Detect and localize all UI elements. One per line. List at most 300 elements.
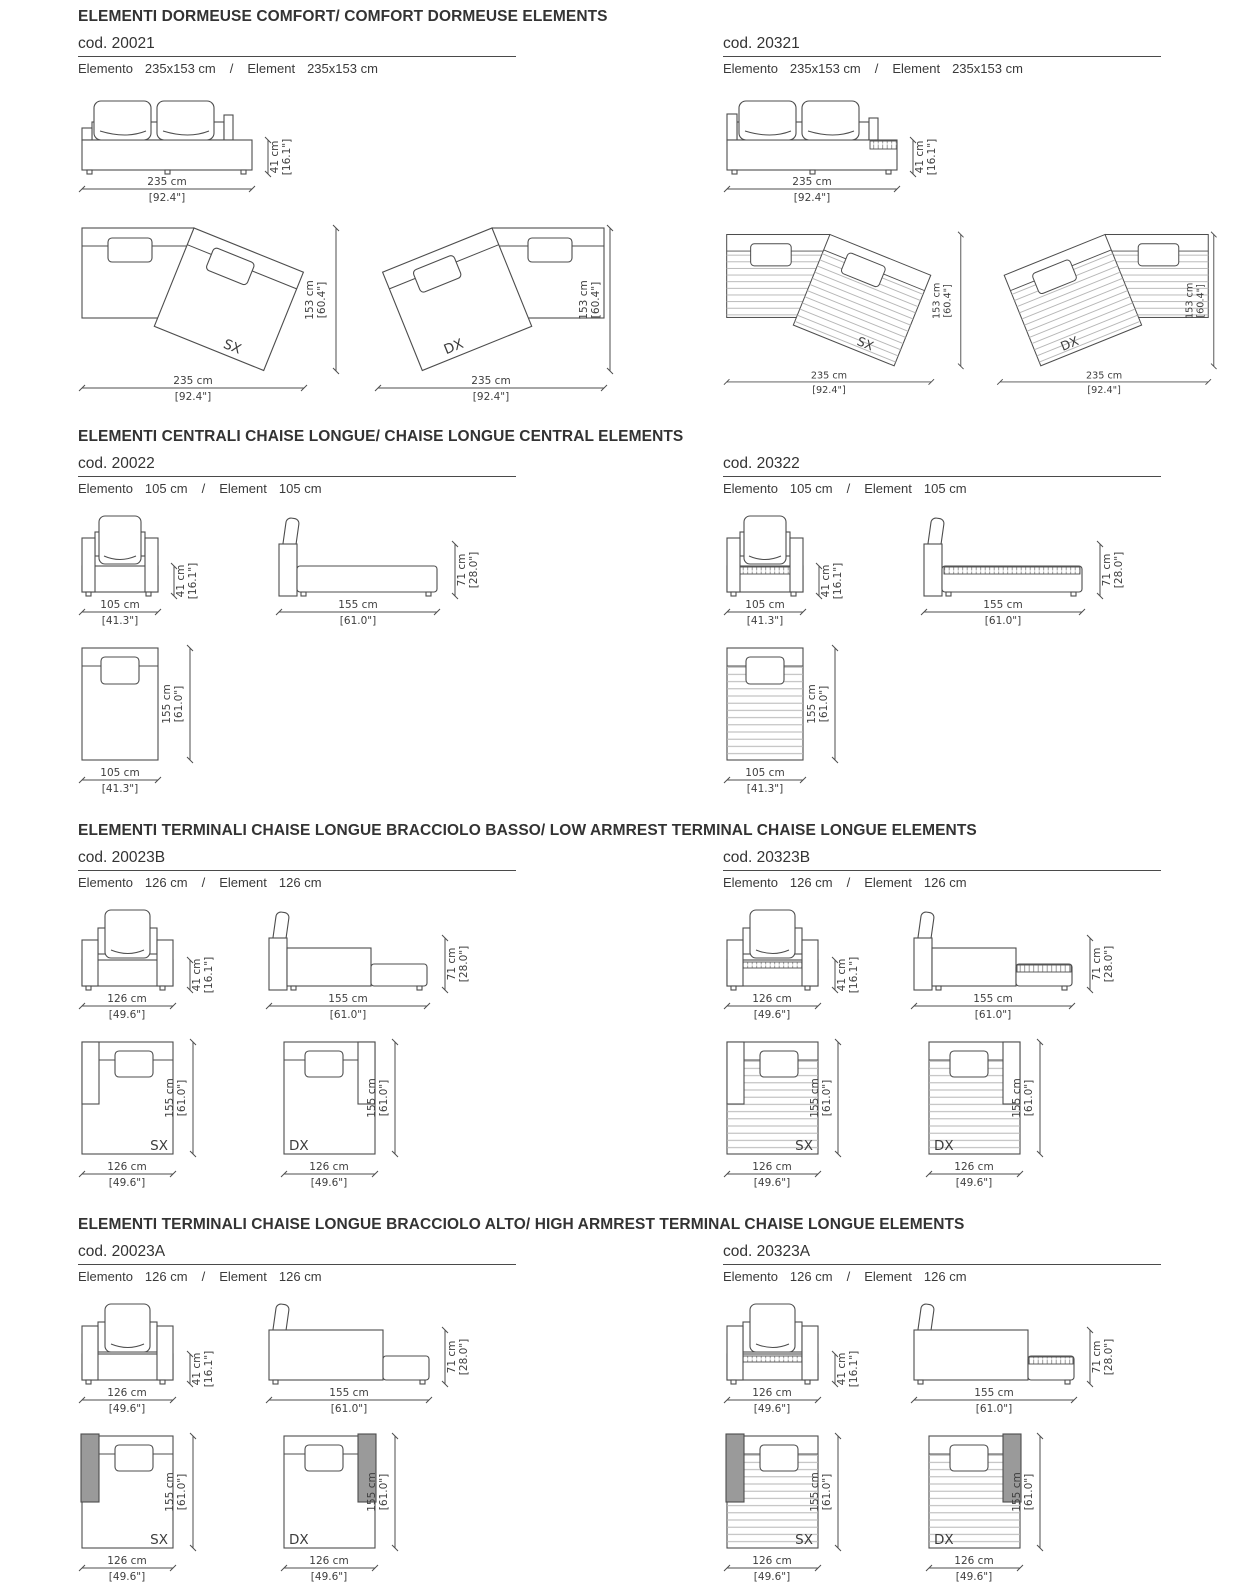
element-label-en: Element — [247, 61, 296, 76]
foot — [732, 170, 737, 174]
foot — [805, 1380, 810, 1384]
armrest — [145, 538, 158, 592]
dim-label-in: [60.4"] — [316, 281, 328, 319]
top-view-sx — [723, 1430, 853, 1586]
element-label-en: Element — [219, 1269, 267, 1284]
chaise-extension — [371, 964, 427, 986]
dim-label-in: [16.1"] — [832, 562, 844, 600]
top-view-sx — [78, 1430, 208, 1586]
column-20323A — [723, 1243, 1223, 1586]
dim-label-cm: 155 cm — [1011, 1078, 1023, 1118]
element-size-it: 126 cm — [144, 1269, 188, 1284]
armrest-block — [287, 948, 371, 986]
orientation-label: DX — [934, 1138, 954, 1154]
element-size-line — [78, 477, 643, 508]
armrest — [82, 1042, 99, 1104]
side-view — [265, 1296, 475, 1420]
armrest — [727, 538, 740, 592]
product-code: cod. 20321 — [723, 35, 800, 52]
element-label-it: Elemento — [723, 61, 778, 76]
element-size-en: 235x153 cm — [952, 61, 1023, 76]
dim-label-cm: 155 cm — [366, 1472, 378, 1512]
dim-label-in: [49.6"] — [753, 1177, 791, 1189]
cushion — [760, 1445, 798, 1471]
dim-label-cm: 155 cm — [161, 684, 173, 724]
backrest — [924, 544, 942, 596]
dim-label-in: [61.0"] — [330, 1403, 368, 1415]
dim-label-in: [61.0"] — [821, 1473, 833, 1511]
dim-label-cm: 155 cm — [329, 1387, 369, 1399]
section-chaise-central — [78, 428, 1241, 798]
dim-label-cm: 155 cm — [973, 993, 1013, 1005]
dim-label-cm: 155 cm — [164, 1472, 176, 1512]
dim-label-cm: 126 cm — [107, 1555, 147, 1567]
dim-label-cm: 41 cm — [836, 958, 848, 992]
dim-label-in: [49.6"] — [108, 1571, 146, 1583]
dim-label-in: [61.0"] — [339, 615, 377, 627]
chaise-extension — [383, 1356, 429, 1380]
element-size-it: 105 cm — [144, 481, 188, 496]
side-view — [910, 1296, 1120, 1420]
cushion — [305, 1445, 343, 1471]
foot — [918, 1380, 923, 1384]
foot — [936, 986, 941, 990]
side-view — [910, 902, 1120, 1026]
dim-label-cm: 71 cm — [1091, 1340, 1103, 1374]
top-view-sx — [723, 1036, 853, 1192]
orientation-label: SX — [150, 1532, 168, 1548]
dim-label-cm: 235 cm — [1085, 370, 1123, 382]
dim-label-cm: 105 cm — [100, 767, 140, 779]
front-view — [78, 902, 223, 1026]
dim-label-in: [92.4"] — [812, 385, 846, 397]
armrest-high — [726, 1434, 744, 1502]
separator: / — [846, 1269, 851, 1284]
dim-label-cm: 105 cm — [745, 599, 785, 611]
separator: / — [846, 875, 851, 890]
cushion — [157, 101, 214, 140]
front-view — [78, 1296, 223, 1420]
element-size-line — [78, 1265, 643, 1296]
foot — [791, 592, 796, 596]
foot — [731, 986, 736, 990]
element-label-it: Elemento — [78, 1269, 133, 1284]
cushion — [108, 238, 152, 262]
dim-label-in: [61.0"] — [975, 1403, 1013, 1415]
foot — [86, 986, 91, 990]
dim-label-cm: 155 cm — [328, 993, 368, 1005]
armrest-block — [269, 1330, 383, 1380]
cushion — [739, 101, 796, 140]
dim-label-in: [28.0"] — [458, 945, 470, 983]
dim-label-in: [61.0"] — [176, 1473, 188, 1511]
dim-label-cm: 71 cm — [446, 1340, 458, 1374]
product-code: cod. 20323A — [723, 1243, 811, 1260]
element-label-en: Element — [892, 61, 941, 76]
side-panel — [727, 114, 737, 140]
dim-label-in: [60.4"] — [590, 281, 602, 319]
element-size-line — [78, 57, 643, 88]
raised-panel — [869, 118, 878, 140]
separator: / — [874, 61, 879, 76]
element-size-en: 235x153 cm — [307, 61, 378, 76]
cushion — [528, 238, 572, 262]
foot — [886, 170, 891, 174]
cushion — [950, 1445, 988, 1471]
section-terminal-high-armrest — [78, 1216, 1241, 1586]
column-20021 — [78, 35, 643, 404]
dim-label-cm: 235 cm — [810, 370, 848, 382]
dim-label-in: [28.0"] — [1103, 945, 1115, 983]
separator: / — [201, 481, 206, 496]
top-view-dx — [352, 218, 620, 404]
dim-label-cm: 41 cm — [191, 1352, 203, 1386]
front-view — [723, 902, 868, 1026]
armrest — [157, 940, 173, 986]
dim-label-cm: 126 cm — [309, 1161, 349, 1173]
dim-label-in: [16.1"] — [203, 1350, 215, 1388]
foot — [160, 1380, 165, 1384]
front-view-sofa — [78, 88, 303, 210]
cushion — [760, 1051, 798, 1077]
dim-label-in: [41.3"] — [746, 615, 784, 627]
element-label-it: Elemento — [723, 481, 778, 496]
dim-label-cm: 126 cm — [107, 1387, 147, 1399]
product-code: cod. 20023A — [78, 1243, 166, 1260]
backrest — [279, 544, 297, 596]
foot — [146, 592, 151, 596]
section-title: ELEMENTI DORMEUSE COMFORT/ COMFORT DORMEUSE ELEMENTS — [78, 8, 608, 25]
front-view — [723, 1296, 868, 1420]
element-label-en: Element — [219, 875, 267, 890]
orientation-label: DX — [934, 1532, 954, 1548]
element-size-en: 105 cm — [923, 481, 967, 496]
element-label-it: Elemento — [78, 61, 133, 76]
armrest — [802, 940, 818, 986]
top-view-dx — [925, 1036, 1055, 1192]
dim-label-cm: 153 cm — [931, 282, 943, 319]
element-size-en: 126 cm — [278, 875, 322, 890]
front-view — [723, 508, 878, 632]
orientation-label: SX — [855, 333, 876, 354]
armrest-high — [81, 1434, 99, 1502]
dim-label-in: [92.4"] — [1087, 385, 1121, 397]
armrest — [802, 1326, 818, 1380]
dim-label-in: [61.0"] — [173, 685, 185, 723]
dim-label-cm: 105 cm — [745, 767, 785, 779]
cushion — [746, 657, 784, 684]
side-view — [275, 508, 485, 632]
dim-label-cm: 126 cm — [309, 1555, 349, 1567]
top-view — [78, 642, 203, 798]
element-size-it: 126 cm — [144, 875, 188, 890]
dim-label-in: [16.1"] — [848, 956, 860, 994]
side-panel — [82, 128, 92, 140]
cushion — [115, 1051, 153, 1077]
dim-label-in: [16.1"] — [187, 562, 199, 600]
column-20322 — [723, 455, 1223, 798]
dim-label-in: [92.4"] — [472, 391, 510, 403]
top-view-dx — [925, 1430, 1055, 1586]
element-size-en: 126 cm — [923, 875, 967, 890]
armrest — [727, 940, 743, 986]
armrest — [82, 940, 98, 986]
foot — [810, 170, 815, 174]
orientation-label: DX — [441, 335, 466, 359]
dim-label-in: [41.3"] — [746, 783, 784, 795]
dim-label-in: [16.1"] — [926, 138, 938, 176]
dim-label-cm: 235 cm — [471, 375, 511, 387]
dim-label-in: [49.6"] — [108, 1009, 146, 1021]
orientation-label: SX — [150, 1138, 168, 1154]
foot — [86, 592, 91, 596]
armrest — [727, 1326, 743, 1380]
hatch-band — [870, 141, 897, 149]
dim-label-in: [49.6"] — [310, 1571, 348, 1583]
product-code: cod. 20021 — [78, 35, 155, 52]
dim-label-cm: 126 cm — [107, 1161, 147, 1173]
dim-label-cm: 126 cm — [954, 1555, 994, 1567]
dim-label-cm: 41 cm — [191, 958, 203, 992]
column-20023A — [78, 1243, 643, 1586]
dim-label-in: [60.4"] — [942, 284, 954, 318]
element-label-it: Elemento — [723, 875, 778, 890]
dim-label-cm: 155 cm — [806, 684, 818, 724]
cushion — [950, 1051, 988, 1077]
section-terminal-low-armrest — [78, 822, 1241, 1192]
orientation-label: SX — [220, 336, 244, 358]
foot — [731, 1380, 736, 1384]
foot — [805, 986, 810, 990]
product-code: cod. 20022 — [78, 455, 155, 472]
element-size-line — [723, 871, 1223, 902]
element-size-line — [723, 57, 1223, 88]
dim-label-in: [16.1"] — [203, 956, 215, 994]
element-size-it: 126 cm — [789, 1269, 833, 1284]
cushion — [751, 244, 792, 266]
product-code: cod. 20322 — [723, 455, 800, 472]
dim-label-in: [16.1"] — [848, 1350, 860, 1388]
dim-label-cm: 71 cm — [1091, 947, 1103, 981]
dim-label-in: [61.0"] — [818, 685, 830, 723]
dim-label-in: [61.0"] — [176, 1079, 188, 1117]
armrest — [157, 1326, 173, 1380]
dim-label-in: [92.4"] — [148, 192, 186, 204]
backrest — [914, 938, 932, 990]
hatch-band — [944, 567, 1080, 574]
dim-label-cm: 126 cm — [954, 1161, 994, 1173]
dim-label-in: [49.6"] — [955, 1571, 993, 1583]
dim-label-cm: 71 cm — [446, 947, 458, 981]
element-label-it: Elemento — [78, 875, 133, 890]
foot — [417, 986, 422, 990]
dim-label-cm: 155 cm — [974, 1387, 1014, 1399]
raised-panel — [224, 115, 233, 140]
dim-label-cm: 41 cm — [914, 140, 926, 174]
dim-label-in: [28.0"] — [1103, 1338, 1115, 1376]
orientation-label: SX — [795, 1532, 813, 1548]
armrest — [82, 1326, 98, 1380]
seat-base — [82, 140, 252, 170]
section-title: ELEMENTI TERMINALI CHAISE LONGUE BRACCIOLO BASSO/ LOW ARMREST TERMINAL CHAISE LONGUE ELEMENTS — [78, 822, 977, 839]
dim-label-cm: 235 cm — [173, 375, 213, 387]
element-size-en: 105 cm — [278, 481, 322, 496]
dim-label-cm: 155 cm — [983, 599, 1023, 611]
column-20022 — [78, 455, 643, 798]
side-view — [920, 508, 1130, 632]
foot — [86, 1380, 91, 1384]
dim-label-in: [61.0"] — [984, 615, 1022, 627]
dim-label-in: [49.6"] — [753, 1403, 791, 1415]
orientation-label: DX — [289, 1138, 309, 1154]
dim-label-in: [41.3"] — [101, 783, 139, 795]
dim-label-in: [61.0"] — [974, 1009, 1012, 1021]
element-size-line — [723, 477, 1223, 508]
dim-label-cm: 155 cm — [164, 1078, 176, 1118]
section-title: ELEMENTI CENTRALI CHAISE LONGUE/ CHAISE LONGUE CENTRAL ELEMENTS — [78, 428, 684, 445]
foot — [301, 592, 306, 596]
foot — [165, 170, 170, 174]
separator: / — [201, 875, 206, 890]
cushion — [802, 101, 859, 140]
element-label-en: Element — [864, 481, 912, 496]
front-view — [78, 508, 233, 632]
dim-label-in: [61.0"] — [378, 1473, 390, 1511]
armrest — [790, 538, 803, 592]
dim-label-cm: 126 cm — [752, 1387, 792, 1399]
element-label-en: Element — [864, 875, 912, 890]
dim-label-cm: 126 cm — [107, 993, 147, 1005]
product-code: cod. 20323B — [723, 849, 811, 866]
column-20023B — [78, 849, 643, 1192]
element-size-en: 126 cm — [923, 1269, 967, 1284]
top-view-dx — [976, 218, 1223, 404]
armrest-block — [914, 1330, 1028, 1380]
foot — [731, 592, 736, 596]
cushion — [101, 657, 139, 684]
top-view-sx — [78, 1036, 208, 1192]
dim-label-cm: 126 cm — [752, 993, 792, 1005]
dim-label-in: [61.0"] — [821, 1079, 833, 1117]
dim-label-in: [49.6"] — [108, 1403, 146, 1415]
element-label-en: Element — [219, 481, 267, 496]
dim-label-cm: 105 cm — [100, 599, 140, 611]
product-code: cod. 20023B — [78, 849, 166, 866]
dim-label-in: [41.3"] — [101, 615, 139, 627]
dim-label-cm: 126 cm — [752, 1555, 792, 1567]
dim-label-cm: 155 cm — [338, 599, 378, 611]
dim-label-cm: 71 cm — [1101, 553, 1113, 587]
dim-label-in: [49.6"] — [955, 1177, 993, 1189]
armrest — [727, 1042, 744, 1104]
top-view-dx — [280, 1430, 410, 1586]
column-20321 — [723, 35, 1223, 404]
orientation-label: DX — [289, 1532, 309, 1548]
dim-label-in: [61.0"] — [378, 1079, 390, 1117]
foot — [291, 986, 296, 990]
element-label-it: Elemento — [723, 1269, 778, 1284]
foot — [160, 986, 165, 990]
cushion — [305, 1051, 343, 1077]
foot — [426, 592, 431, 596]
element-size-it: 235x153 cm — [789, 61, 861, 76]
dim-label-in: [92.4"] — [793, 192, 831, 204]
armrest — [82, 538, 95, 592]
foot — [273, 1380, 278, 1384]
dim-label-cm: 153 cm — [304, 280, 316, 320]
dim-label-in: [28.0"] — [1113, 551, 1125, 589]
dim-label-cm: 153 cm — [1184, 282, 1196, 319]
top-view-sx — [723, 218, 970, 404]
foot — [1062, 986, 1067, 990]
foot — [420, 1380, 425, 1384]
element-size-line — [723, 1265, 1223, 1296]
element-label-en: Element — [864, 1269, 912, 1284]
backrest — [269, 938, 287, 990]
foot — [1071, 592, 1076, 596]
separator: / — [201, 1269, 206, 1284]
section-dormeuse-comfort — [78, 8, 1241, 404]
dim-label-cm: 235 cm — [792, 176, 832, 188]
element-size-it: 105 cm — [789, 481, 833, 496]
dim-label-cm: 41 cm — [269, 140, 281, 174]
separator: / — [229, 61, 234, 76]
dim-label-in: [16.1"] — [281, 138, 293, 176]
side-view — [265, 902, 475, 1026]
cushion — [1138, 244, 1179, 266]
dim-label-in: [49.6"] — [108, 1177, 146, 1189]
element-size-en: 126 cm — [278, 1269, 322, 1284]
dim-label-cm: 155 cm — [1011, 1472, 1023, 1512]
dim-label-in: [49.6"] — [753, 1009, 791, 1021]
hatch-band — [1029, 1357, 1073, 1364]
dim-label-cm: 41 cm — [836, 1352, 848, 1386]
foot — [946, 592, 951, 596]
dim-label-cm: 235 cm — [147, 176, 187, 188]
element-size-it: 235x153 cm — [144, 61, 216, 76]
dim-label-cm: 126 cm — [752, 1161, 792, 1173]
dim-label-in: [49.6"] — [310, 1177, 348, 1189]
section-title: ELEMENTI TERMINALI CHAISE LONGUE BRACCIOLO ALTO/ HIGH ARMREST TERMINAL CHAISE LONGUE ELEMENTS — [78, 1216, 965, 1233]
orientation-label: SX — [795, 1138, 813, 1154]
dim-label-cm: 153 cm — [578, 280, 590, 320]
dim-label-in: [61.0"] — [329, 1009, 367, 1021]
top-view-sx — [78, 218, 346, 404]
foot — [241, 170, 246, 174]
top-view — [723, 642, 848, 798]
dim-label-cm: 41 cm — [175, 564, 187, 598]
dim-label-cm: 71 cm — [456, 553, 468, 587]
element-size-line — [78, 871, 643, 902]
cushion — [115, 1445, 153, 1471]
cushion — [94, 101, 151, 140]
seat — [297, 566, 437, 592]
dim-label-in: [28.0"] — [468, 551, 480, 589]
dim-label-cm: 155 cm — [366, 1078, 378, 1118]
top-view-dx — [280, 1036, 410, 1192]
orientation-label: DX — [1058, 333, 1081, 354]
dim-label-in: [49.6"] — [753, 1571, 791, 1583]
dim-label-in: [60.4"] — [1195, 284, 1207, 318]
dim-label-in: [61.0"] — [1023, 1473, 1035, 1511]
front-view-sofa — [723, 88, 948, 210]
dim-label-cm: 155 cm — [809, 1472, 821, 1512]
foot — [1065, 1380, 1070, 1384]
element-label-it: Elemento — [78, 481, 133, 496]
element-size-it: 126 cm — [789, 875, 833, 890]
separator: / — [846, 481, 851, 496]
armrest-block — [932, 948, 1016, 986]
